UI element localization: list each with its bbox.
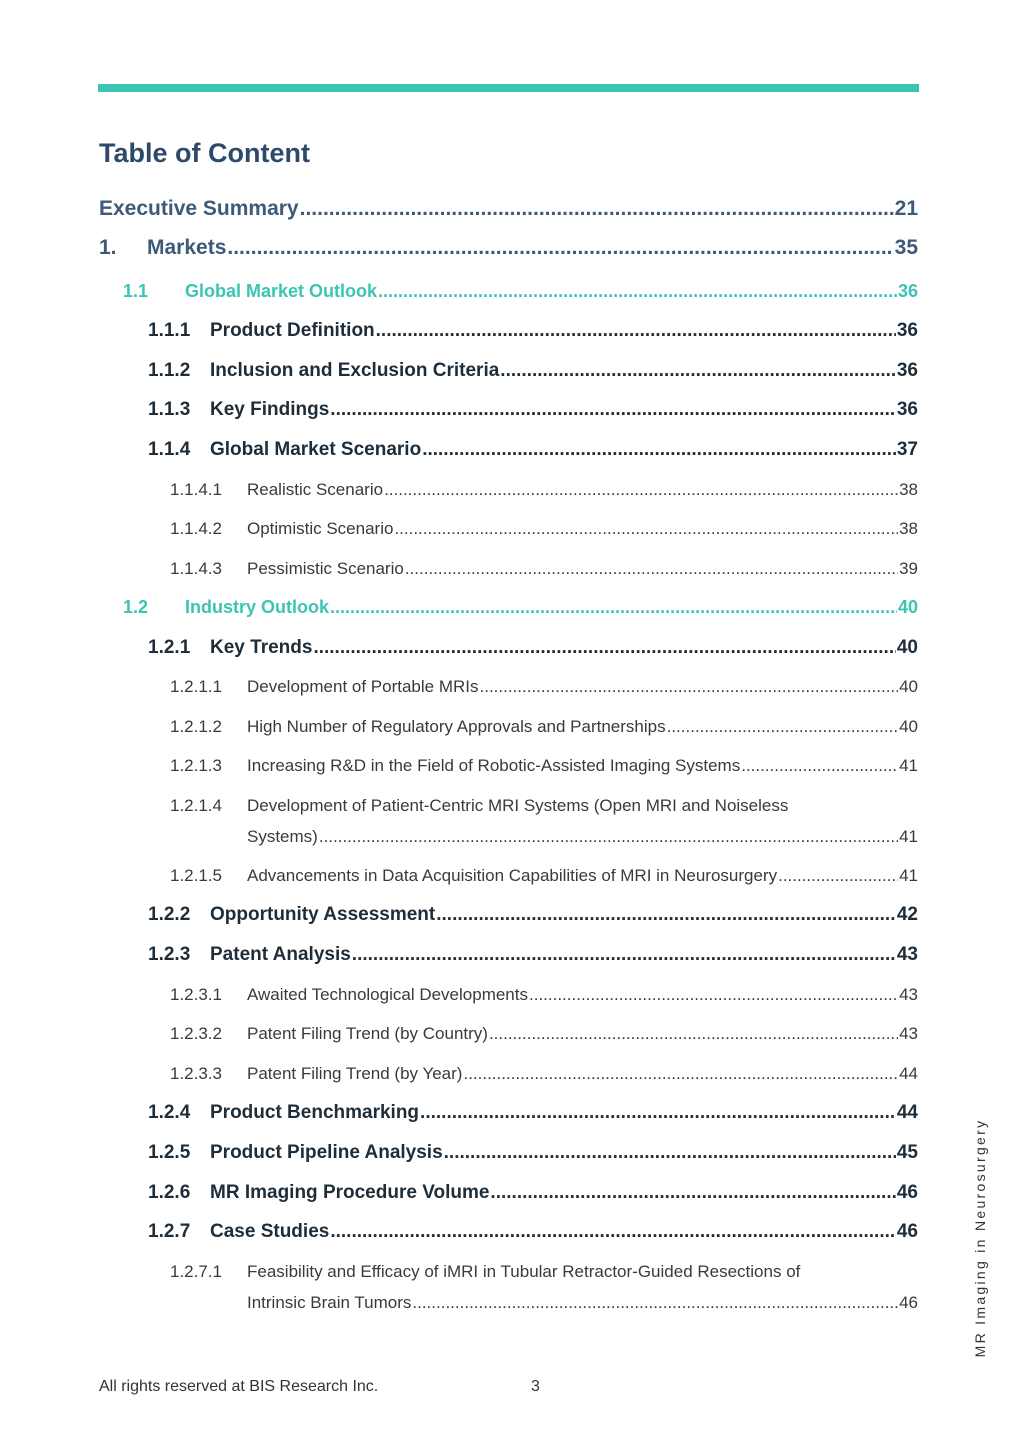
toc-entry-label: MR Imaging Procedure Volume <box>210 1182 490 1203</box>
toc-entry[interactable] <box>170 985 918 1005</box>
toc-leader <box>436 904 896 926</box>
toc-entry-page: 41 <box>899 827 918 846</box>
toc-entry-label: Product Definition <box>210 320 375 341</box>
toc-entry-number: 1.2.3.1 <box>170 985 222 1004</box>
toc-entry-label: Global Market Scenario <box>210 439 422 460</box>
toc-entry-number: 1.2.1.3 <box>170 756 222 775</box>
toc-entry-label: Key Trends <box>210 637 313 658</box>
toc-entry[interactable] <box>148 360 918 382</box>
toc-leader <box>422 439 896 461</box>
toc-leader <box>330 597 897 618</box>
toc-entry-page: 36 <box>896 320 918 341</box>
toc-entry-number: 1.1.4.3 <box>170 559 222 578</box>
toc-entry-number: 1.2.3 <box>148 944 191 965</box>
toc-entry-number: 1.1.1 <box>148 320 191 341</box>
toc-entry-label: Industry Outlook <box>185 597 329 617</box>
toc-entry-number: 1.2.2 <box>148 904 191 925</box>
toc-entry-label: Feasibility and Efficacy of iMRI in Tubular Retractor-Guided Resections of <box>247 1262 801 1281</box>
toc-entry-page: 40 <box>899 717 918 736</box>
toc-entry-page: 45 <box>896 1142 918 1163</box>
toc-entry[interactable] <box>170 1064 918 1084</box>
toc-entry-label: Key Findings <box>210 399 330 420</box>
toc-entry-number: 1.1.4 <box>148 439 191 460</box>
toc-entry-label: Advancements in Data Acquisition Capabilities of MRI in Neurosurgery <box>247 866 778 885</box>
toc-entry[interactable] <box>148 1102 918 1124</box>
toc-entry-page: 43 <box>896 944 918 965</box>
toc-entry-number: 1.2.4 <box>148 1102 191 1123</box>
toc-entry-page: 46 <box>899 1293 918 1312</box>
toc-entry-number: 1.2.1.4 <box>170 796 222 815</box>
toc-entry-label: Awaited Technological Developments <box>247 985 528 1004</box>
toc-entry-page: 36 <box>897 281 918 301</box>
toc-entry[interactable] <box>170 717 918 737</box>
toc-leader <box>330 399 896 421</box>
page-title: Table of Content <box>99 138 310 168</box>
toc-entry-number: 1.2.5 <box>148 1142 191 1163</box>
toc-entry-page: 41 <box>899 756 918 775</box>
toc-entry-number: 1.2.7.1 <box>170 1262 222 1281</box>
running-title-text: MR Imaging in Neurosurgery <box>972 1118 988 1358</box>
toc-entry-label: Product Pipeline Analysis <box>210 1142 443 1163</box>
toc-entry[interactable] <box>170 559 918 579</box>
toc-entry[interactable] <box>148 1142 918 1164</box>
toc-entry-number: 1.2.1.1 <box>170 677 222 696</box>
toc-leader <box>405 559 898 579</box>
toc-entry-label: Executive Summary <box>99 197 299 220</box>
toc-entry[interactable] <box>123 281 918 302</box>
toc-entry[interactable] <box>148 1182 918 1204</box>
footer-copyright: All rights reserved at BIS Research Inc. <box>99 1378 379 1395</box>
toc-entry-page: 40 <box>896 637 918 658</box>
toc-entry[interactable] <box>170 1262 918 1313</box>
toc-entry-label: Realistic Scenario <box>247 480 384 499</box>
toc-leader <box>319 827 898 847</box>
toc-entry-label: Global Market Outlook <box>185 281 378 301</box>
toc-entry-label: Markets <box>147 236 227 259</box>
toc-entry[interactable] <box>148 944 918 966</box>
toc-leader <box>444 1142 896 1164</box>
toc-leader <box>330 1221 896 1243</box>
toc-leader <box>378 281 897 302</box>
toc-entry-label: Inclusion and Exclusion Criteria <box>210 360 500 381</box>
toc-entry-number: 1. <box>99 236 117 259</box>
toc-entry-page: 35 <box>894 236 918 259</box>
toc-entry[interactable] <box>148 320 918 342</box>
toc-entry[interactable] <box>170 519 918 539</box>
toc-entry[interactable] <box>148 1221 918 1243</box>
toc-entry-page: 46 <box>896 1182 918 1203</box>
toc-entry-number: 1.2.3.2 <box>170 1024 222 1043</box>
toc-entry-page: 42 <box>896 904 918 925</box>
toc-entry-number: 1.2.1 <box>148 637 191 658</box>
toc-entry-page: 40 <box>899 677 918 696</box>
toc-entry[interactable] <box>170 480 918 500</box>
toc-entry-page: 41 <box>899 866 918 885</box>
toc-entry-page: 37 <box>896 439 918 460</box>
toc-entry-number: 1.2.3.3 <box>170 1064 222 1083</box>
toc-entry[interactable] <box>148 637 918 659</box>
toc-entry-page: 36 <box>896 399 918 420</box>
toc-entry-number: 1.2.6 <box>148 1182 191 1203</box>
toc-entry-page: 39 <box>899 559 918 578</box>
toc-leader <box>667 717 898 737</box>
toc-entry-number: 1.2.7 <box>148 1221 191 1242</box>
toc-entry-page: 21 <box>894 197 918 220</box>
toc-leader <box>489 1024 898 1044</box>
toc-entry-number: 1.1.4.1 <box>170 480 222 499</box>
toc-entry[interactable] <box>148 399 918 421</box>
toc-leader <box>394 519 898 539</box>
toc-entry-page: 43 <box>899 1024 918 1043</box>
toc-entry[interactable] <box>170 756 918 776</box>
toc-entry-page: 36 <box>896 360 918 381</box>
toc-entry[interactable] <box>170 677 918 697</box>
toc-entry-page: 43 <box>899 985 918 1004</box>
toc-entry[interactable] <box>99 236 918 260</box>
toc-entry-number: 1.2 <box>123 597 149 617</box>
toc-entry[interactable] <box>148 439 918 461</box>
toc-leader <box>529 985 898 1005</box>
toc-leader <box>741 756 898 776</box>
toc-entry-page: 44 <box>899 1064 918 1083</box>
toc-leader <box>490 1182 895 1204</box>
toc-entry[interactable] <box>170 796 918 847</box>
toc-leader <box>313 637 895 659</box>
toc-entry[interactable] <box>170 1024 918 1044</box>
toc-entry-label: Patent Analysis <box>210 944 351 965</box>
toc-entry[interactable] <box>170 866 918 886</box>
toc-entry-label: Product Benchmarking <box>210 1102 420 1123</box>
toc-leader <box>420 1102 896 1124</box>
toc-leader <box>352 944 896 966</box>
toc-entry-label: Patent Filing Trend (by Year) <box>247 1064 463 1083</box>
toc-entry-label-continued: Systems) <box>247 827 318 846</box>
toc-leader <box>778 866 898 886</box>
toc-entry-label: Opportunity Assessment <box>210 904 436 925</box>
toc-leader <box>384 480 898 500</box>
toc-entry-page: 44 <box>896 1102 918 1123</box>
toc-entry-number: 1.2.1.2 <box>170 717 222 736</box>
toc-entry-label: High Number of Regulatory Approvals and Partnerships <box>247 717 666 736</box>
toc-leader <box>412 1293 898 1313</box>
toc-leader <box>300 197 894 221</box>
toc-entry-page: 38 <box>899 519 918 538</box>
toc-entry-page: 46 <box>896 1221 918 1242</box>
toc-entry[interactable] <box>99 197 918 221</box>
toc-entry-page: 40 <box>897 597 918 617</box>
toc-entry-label: Development of Patient-Centric MRI Systems (Open MRI and Noiseless <box>247 796 789 815</box>
toc-entry-page: 38 <box>899 480 918 499</box>
toc-entry-label: Optimistic Scenario <box>247 519 394 538</box>
toc-entry-number: 1.2.1.5 <box>170 866 222 885</box>
toc-entry-number: 1.1.2 <box>148 360 191 381</box>
toc-entry[interactable] <box>123 597 918 618</box>
toc-leader <box>227 236 893 260</box>
toc-entry-label: Case Studies <box>210 1221 330 1242</box>
toc-entry-number: 1.1 <box>123 281 149 301</box>
toc-entry-number: 1.1.4.2 <box>170 519 222 538</box>
toc-leader <box>463 1064 898 1084</box>
toc-entry-number: 1.1.3 <box>148 399 191 420</box>
toc-leader <box>376 320 896 342</box>
toc-entry-label: Patent Filing Trend (by Country) <box>247 1024 488 1043</box>
toc-entry-label: Development of Portable MRIs <box>247 677 479 696</box>
toc-entry[interactable] <box>148 904 918 926</box>
footer-page-number: 3 <box>531 1378 540 1395</box>
toc-leader <box>480 677 899 697</box>
toc-entry-label: Pessimistic Scenario <box>247 559 404 578</box>
toc-entry-label: Increasing R&D in the Field of Robotic-Assisted Imaging Systems <box>247 756 741 775</box>
toc-leader <box>500 360 896 382</box>
toc-entry-label-continued: Intrinsic Brain Tumors <box>247 1293 412 1312</box>
